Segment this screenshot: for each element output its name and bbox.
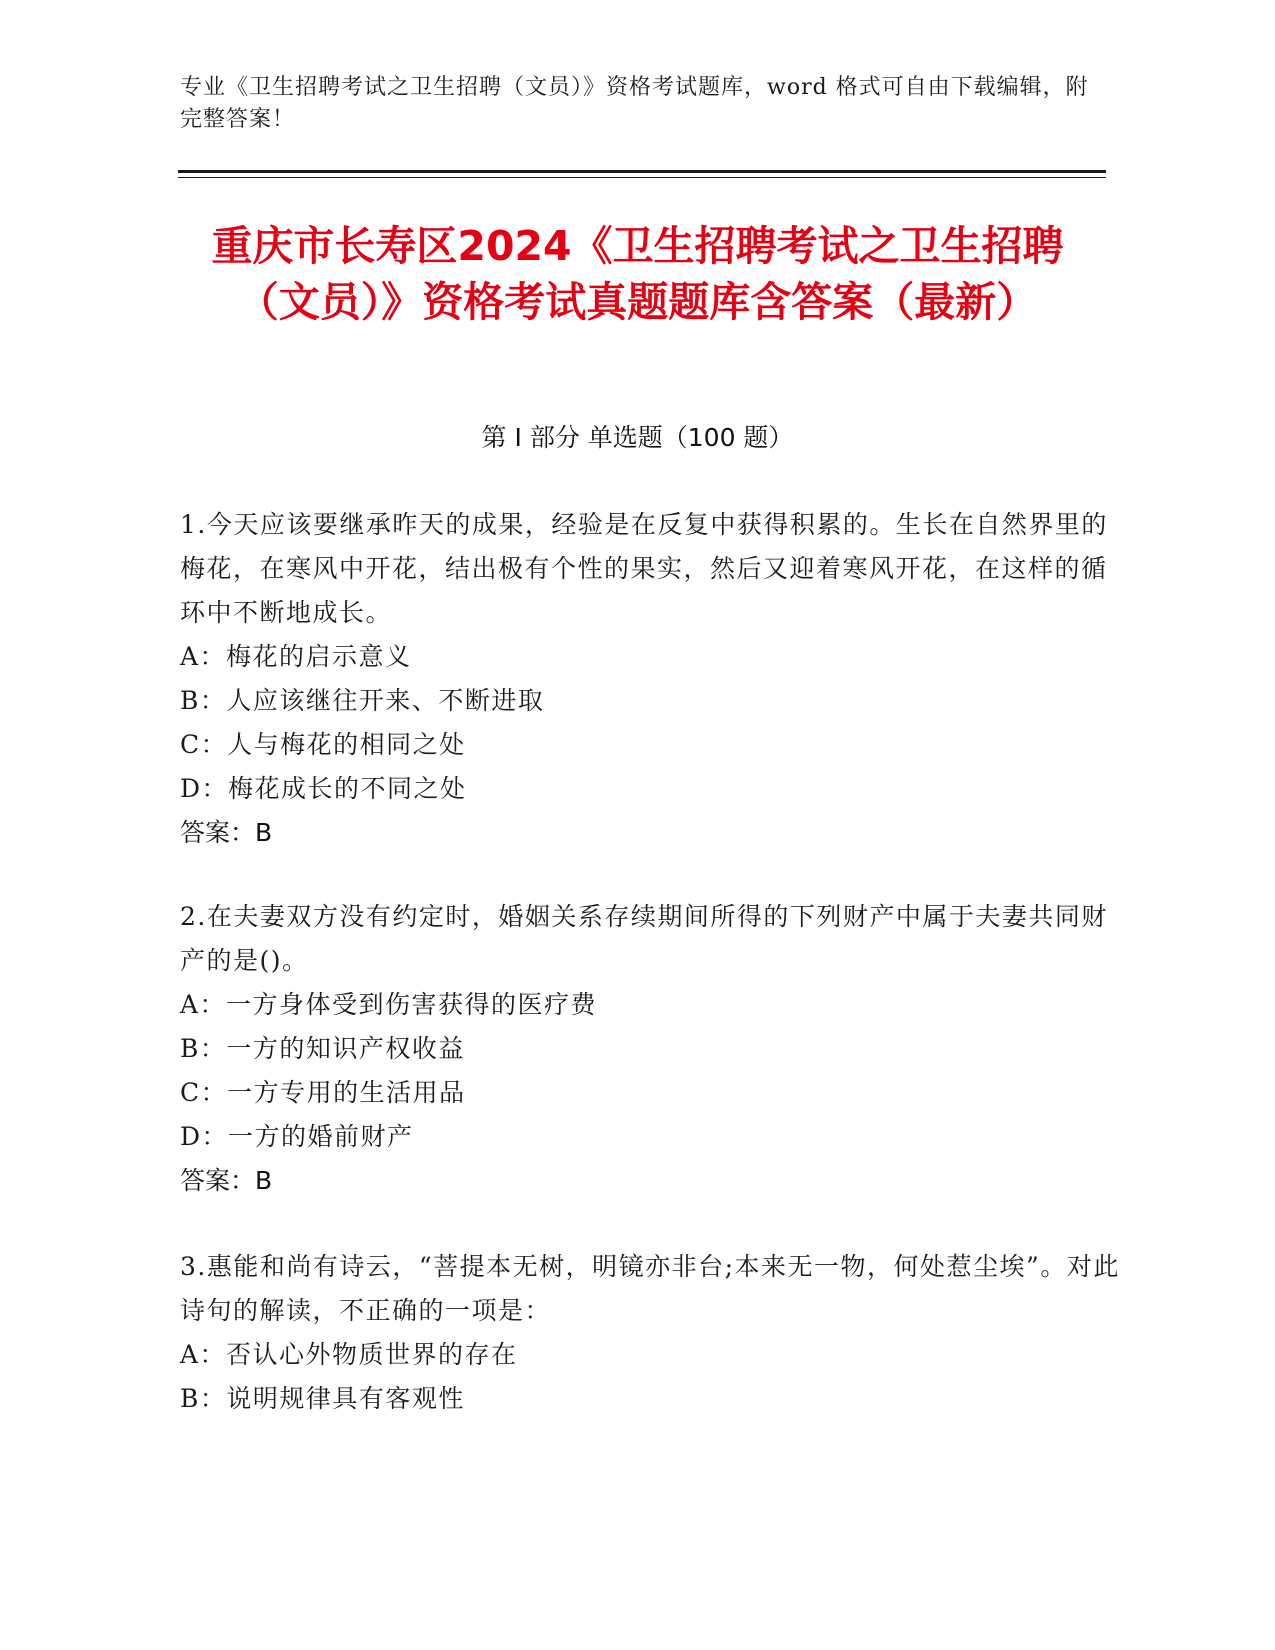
question-stem: 2.在夫妻双方没有约定时，婚姻关系存续期间所得的下列财产中属于夫妻共同财产的是()。: [180, 902, 1108, 975]
question-stem: 1.今天应该要继承昨天的成果，经验是在反复中获得积累的。生长在自然界里的梅花，在寒风中开花，结出极有个性的果实，然后又迎着寒风开花，在这样的循环中不断地成长。: [180, 510, 1108, 627]
section-title: 第 I 部分 单选题（100 题）: [481, 423, 794, 452]
option-c: C：一方专用的生活用品: [180, 1078, 466, 1107]
header-rule-thick: [178, 170, 1106, 173]
header-rule-thin: [178, 177, 1106, 178]
question-item: [180, 1245, 1120, 1421]
option-d: D：一方的婚前财产: [180, 1122, 414, 1151]
option-d: D：梅花成长的不同之处: [180, 774, 467, 803]
question-stem: 3.惠能和尚有诗云，“菩提本无树，明镜亦非台;本来无一物，何处惹尘埃”。对此诗句的解读，不正确的一项是：: [180, 1252, 1120, 1325]
option-b: B：说明规律具有客观性: [180, 1384, 465, 1413]
option-a: A：否认心外物质世界的存在: [180, 1340, 518, 1369]
option-b: B：人应该继往开来、不断进取: [180, 686, 545, 715]
answer-line: 答案：B: [180, 1166, 273, 1195]
option-c: C：人与梅花的相同之处: [180, 730, 466, 759]
document-title: 重庆市长寿区2024《卫生招聘考试之卫生招聘（文员）》资格考试真题题库含答案（最新）: [211, 222, 1064, 326]
option-a: A：一方身体受到伤害获得的医疗费: [180, 990, 598, 1019]
header-note: 专业《卫生招聘考试之卫生招聘（文员）》资格考试题库，word 格式可自由下载编辑，附完整答案！: [180, 75, 1089, 132]
answer-line: 答案：B: [180, 818, 273, 847]
question-item: [180, 895, 1120, 1203]
option-b: B：一方的知识产权收益: [180, 1034, 465, 1063]
option-a: A：梅花的启示意义: [180, 642, 412, 671]
question-item: [180, 503, 1120, 855]
